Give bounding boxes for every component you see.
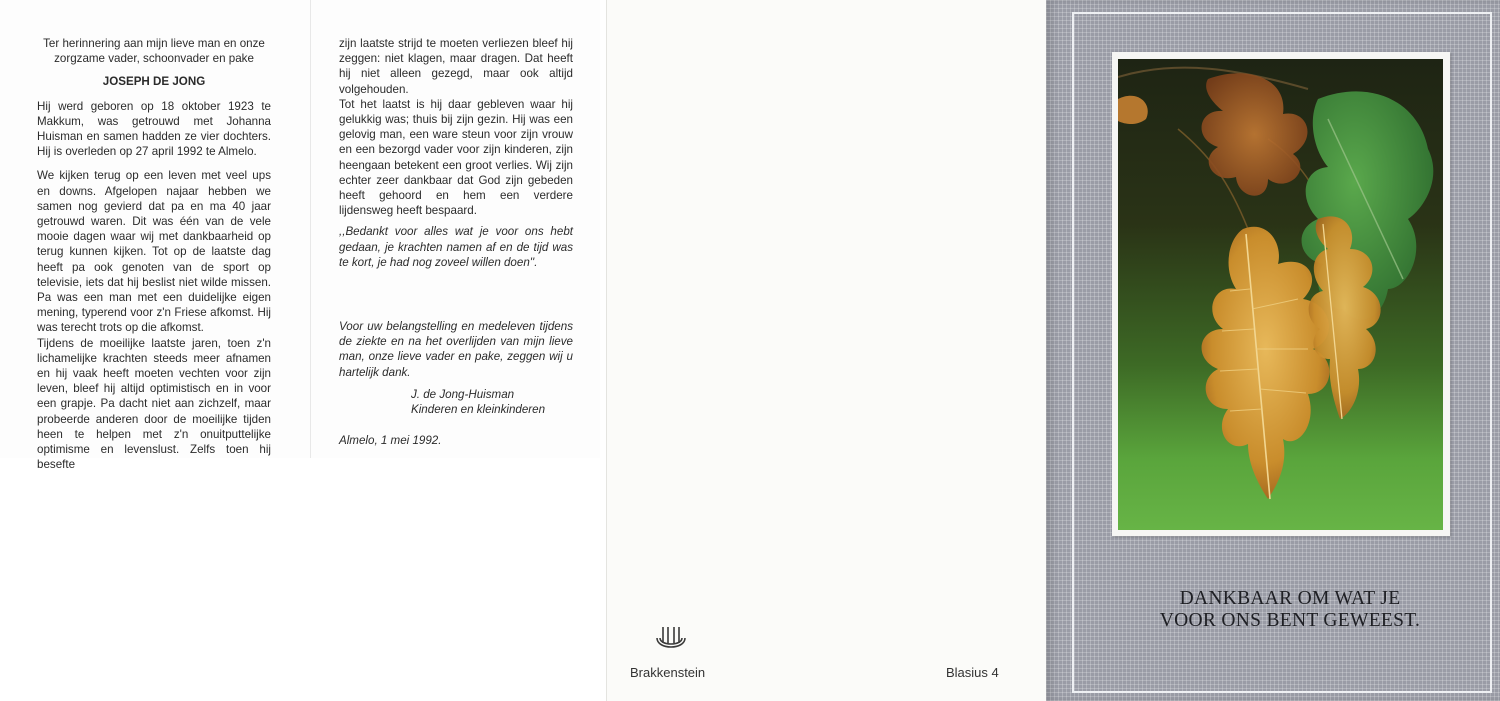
- cover-headline: [1086, 588, 1494, 632]
- insert-right-column: [339, 36, 573, 448]
- insert-fold-line: [310, 0, 311, 458]
- deceased-name: JOSEPH DE JONG: [102, 75, 206, 89]
- opening-text: Ter herinnering aan mijn lieve man en onze zorgzame vader, schoonvader en pake: [43, 37, 265, 66]
- insert-left-column: [37, 36, 271, 472]
- headline-line-1: DANKBAAR OM WAT JE: [1179, 588, 1401, 609]
- headline-line-2: VOOR ONS BENT GEWEEST.: [1159, 610, 1421, 631]
- card-back-cover: [606, 0, 1046, 701]
- memories-paragraph: We kijken terug op een leven met veel ups en downs. Afgelopen najaar hebben we samen nog gevierd dat pa en ma 40 jaar getrouwd waren. Dit was één van de vele mooie dagen waar wij met dankbaarheid op terug kunnen kijken. Tot op de laatste dag heeft pa ook genoten van de sport op televisie, iets dat hij beslist niet wilde missen. Pa was een man met een duidelijke eigen mening, typerend voor z'n Friese afkomst. Hij was terecht trots op die afkomst.: [37, 169, 271, 335]
- signature-family: Kinderen en kleinkinderen: [411, 403, 546, 417]
- publisher-name: Brakkenstein: [630, 665, 706, 680]
- signature-widow: J. de Jong-Huisman: [411, 387, 515, 401]
- place-and-date: Almelo, 1 mei 1992.: [339, 434, 442, 448]
- last-years-paragraph: Tijdens de moeilijke laatste jaren, toen z'n lichamelijke krachten steeds meer afnamen en hij vaak heeft moeten vechten voor zijn leven, bleef hij altijd optimistisch en in voor een grapje. Pa dacht niet aan zichzelf, maar probeerde anderen door de moeilijke tijden heen te helpen met z'n onuitputtelijke optimisme en levenslust. Zelfs toen hij besefte: [37, 336, 271, 472]
- series-number: Blasius 4: [946, 665, 999, 680]
- brakkenstein-logo-icon: [654, 624, 688, 654]
- quote-text: ,,Bedankt voor alles wat je voor ons hebt gedaan, je krachten namen af en de tijd was te kort, je had nog zoveel willen doen''.: [339, 225, 573, 269]
- faith-paragraph: Tot het laatst is hij daar gebleven waar hij gelukkig was; thuis bij zijn gezin. Hij was een gelovig man, een ware steun voor zijn vrouw en een bezorgd vader voor zijn kinderen, zijn heengaan betekent een groot verlies. Wij zijn echter zeer dankbaar dat God zijn gebeden heeft gehoord en hem een verdere lijdensweg heeft bespaard.: [339, 97, 573, 218]
- autumn-oak-leaves-photo: [1118, 59, 1443, 530]
- continuation-paragraph: zijn laatste strijd te moeten verliezen bleef hij zeggen: niet klagen, maar dragen. Dat heeft hij niet alleen gezegd, maar ook altijd volgehouden.: [339, 37, 573, 96]
- back-crease-line: [606, 0, 607, 701]
- thanks-text: Voor uw belangstelling en medeleven tijdens de ziekte en na het overlijden van mijn lieve man, onze lieve vader en pake, zeggen wij u hartelijk dank.: [339, 320, 573, 379]
- biography-paragraph: Hij werd geboren op 18 oktober 1923 te Makkum, was getrouwd met Johanna Huisman en samen hadden ze vier dochters. Hij is overleden op 27 april 1992 te Almelo.: [37, 99, 271, 159]
- card-front-cover: [1046, 0, 1500, 701]
- memorial-insert-card: [0, 0, 600, 472]
